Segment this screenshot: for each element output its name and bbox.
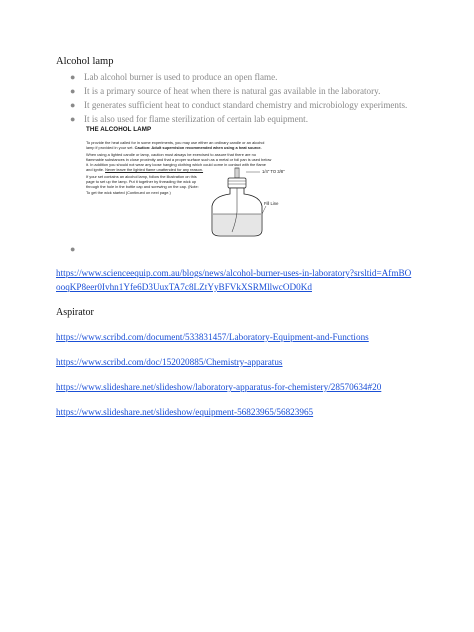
figure-intro: To provide the heat called for in some experiments, you may use either an ordinary candle or an alcohol lamp if provided in your set. xyxy=(86,140,265,151)
figure-text xyxy=(86,140,272,195)
section-subheading: Aspirator xyxy=(56,307,94,318)
figure-warning: Never leave the lighted flame unattended for any reason. xyxy=(105,167,204,173)
bullet-icon: ● xyxy=(70,100,76,110)
link-scribd-chemistry-apparatus[interactable]: https://www.scribd.com/doc/152020885/Chemistry-apparatus xyxy=(56,357,283,367)
bullet-icon: ● xyxy=(70,114,76,124)
link-scienceequip-continued[interactable]: ooqKP8eer0Ivhn1Yfe6D3UuxTA7c8LZtYyBFVkXSRMllwcOD0Kd xyxy=(56,282,312,292)
wick-length-label: 1/4" TO 3/8" xyxy=(262,169,285,174)
bullet-icon: ● xyxy=(70,72,76,82)
alcohol-lamp-figure xyxy=(84,122,285,242)
bullet-list xyxy=(70,70,407,126)
bullet-icon: ● xyxy=(70,244,76,254)
link-scienceequip[interactable]: https://www.scienceequip.com.au/blogs/news/alcohol-burner-uses-in-laboratory?srsltid=AfmBO xyxy=(56,268,412,278)
link-slideshare-equipment[interactable]: https://www.slideshare.net/slideshow/equipment-56823965/56823965 xyxy=(56,407,314,417)
figure-title: THE ALCOHOL LAMP xyxy=(86,126,152,133)
figure-para2: When using a lighted candle or lamp, caution must always be exercised to assure that there are no flammable substances in close proximity and that a proper surface such as a metal or foil pan is used below it. In addition you should not wear any loose hanging clothing which could come in contact with the flame and ignite. xyxy=(86,151,272,173)
list-item: ● Lab alcohol burner is used to produce an open flame. xyxy=(70,72,278,82)
list-item: ● It is also used for flame sterilization of certain lab equipment. xyxy=(70,114,308,124)
section-heading: Alcohol lamp xyxy=(56,56,114,67)
fill-line-label: Fill Line xyxy=(264,201,279,206)
list-item: ● It is a primary source of heat when there is natural gas available in the laboratory. xyxy=(70,86,381,96)
list-item: ● It generates sufficient heat to conduct standard chemistry and microbiology experiments. xyxy=(70,100,408,110)
alcohol-lamp-illustration xyxy=(202,162,272,242)
figure-para3: If your set contains an alcohol lamp, follow the illustration on this page to set up the lamp. Put it together by threading the wick up through the hole in the bottle cap and screwing on the cap. (Note: To get the wick started (Continued on next page.) xyxy=(86,173,199,195)
link-slideshare-lab-apparatus[interactable]: https://www.slideshare.net/slideshow/laboratory-apparatus-for-chemistery/28570634#20 xyxy=(56,382,382,392)
figure-caution: Caution: Adult supervision recommended when using a heat source. xyxy=(134,145,262,151)
bullet-icon: ● xyxy=(70,86,76,96)
link-scribd-lab-equipment[interactable]: https://www.scribd.com/document/533831457/Laboratory-Equipment-and-Functions xyxy=(56,332,369,342)
